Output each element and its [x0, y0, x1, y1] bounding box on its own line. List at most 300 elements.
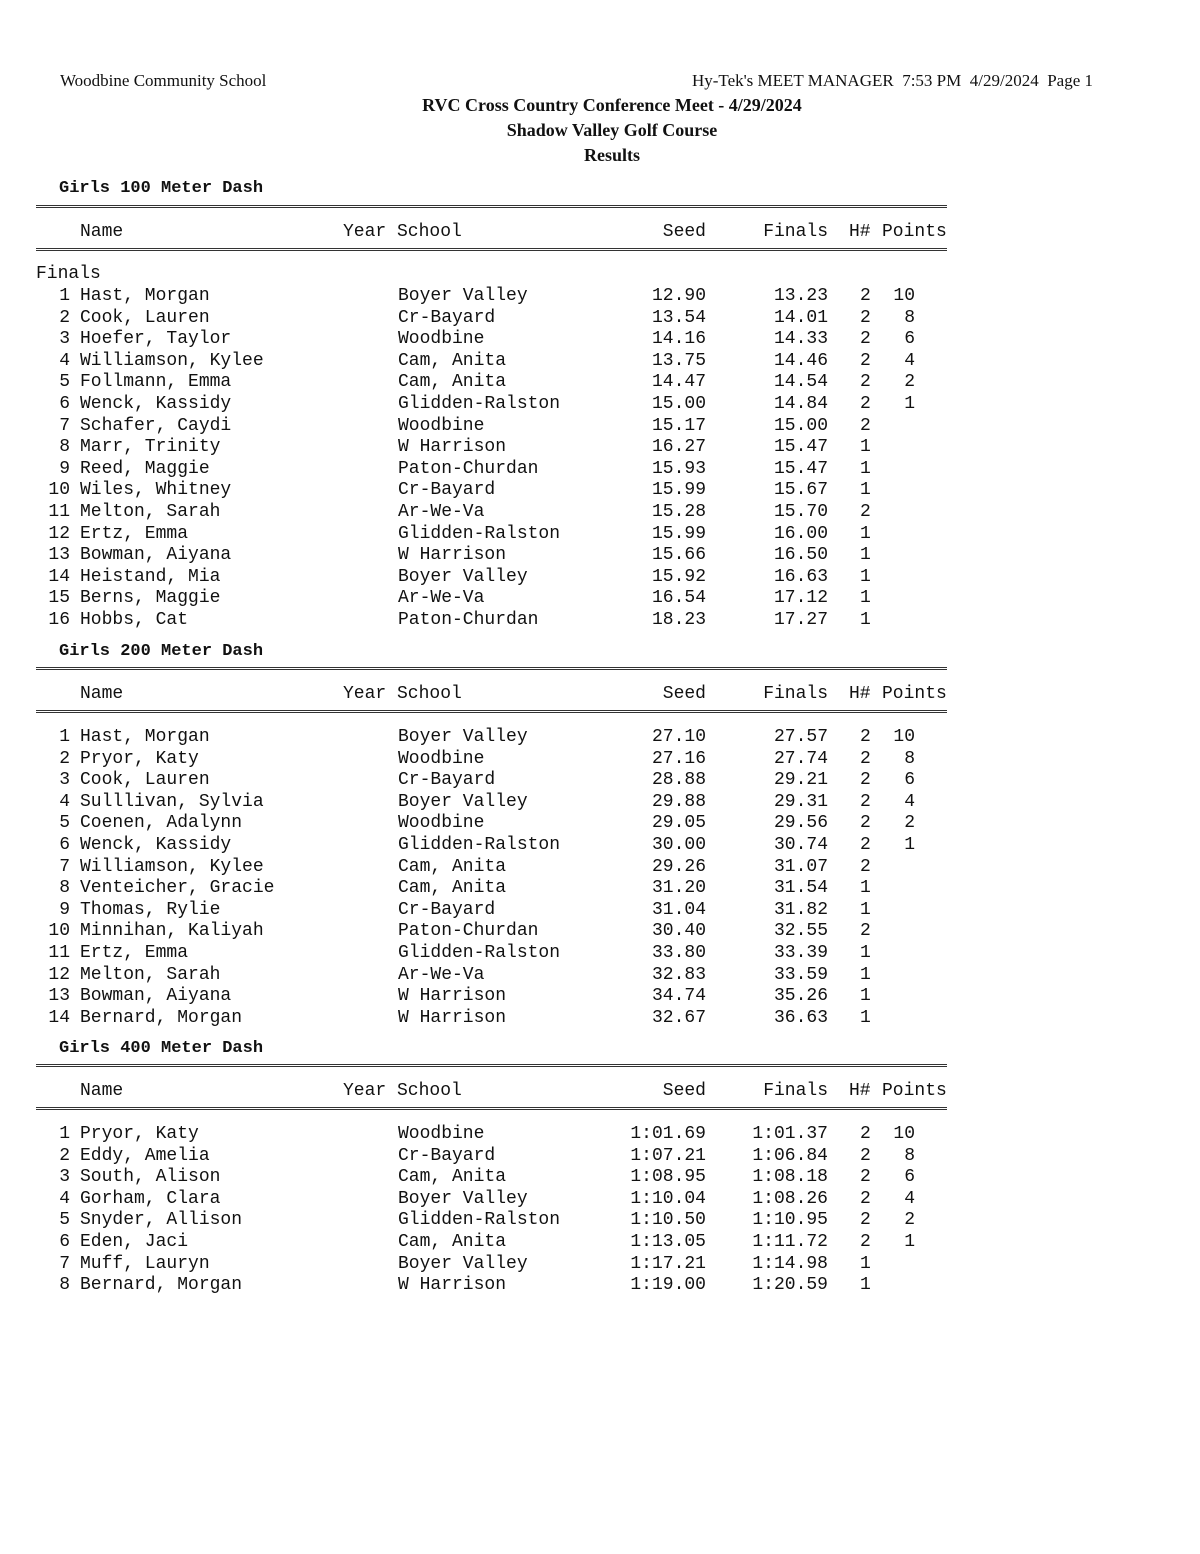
athlete-name: Schafer, Caydi [80, 415, 232, 436]
result-row [0, 286, 1000, 308]
seed-time: 32.67 [651, 1007, 706, 1028]
points-value: 6 [904, 770, 915, 791]
athlete-name: Sulllivan, Sylvia [80, 791, 264, 812]
school-name: Glidden-Ralston [398, 835, 561, 855]
result-row [0, 835, 1000, 857]
rank-cell: 10 [48, 480, 70, 501]
seed-time: 32.83 [651, 964, 706, 985]
result-row [0, 878, 1000, 900]
result-row [0, 943, 1000, 965]
col-year-school: Year School [343, 1081, 462, 1101]
heat-number: 1 [860, 523, 871, 544]
seed-time: 33.80 [651, 943, 706, 963]
heat-number: 1 [860, 964, 871, 985]
column-header [0, 1080, 1000, 1102]
seed-time: 15.92 [651, 566, 706, 587]
result-row [0, 502, 1000, 524]
finals-time: 31.07 [773, 856, 828, 877]
finals-time: 29.31 [773, 791, 828, 812]
school-name: Cr-Bayard [398, 480, 496, 501]
rank-cell: 2 [59, 748, 70, 769]
rank-cell: 14 [48, 1007, 70, 1028]
school-name: Boyer Valley [398, 791, 528, 812]
school-name: Boyer Valley [398, 1188, 528, 1209]
heat-number: 1 [860, 1253, 871, 1274]
finals-time: 17.27 [773, 610, 828, 630]
finals-time: 16.00 [773, 523, 828, 544]
rank-cell: 4 [59, 1188, 70, 1209]
result-row [0, 1232, 1000, 1254]
finals-time: 1:11.72 [752, 1232, 828, 1252]
seed-time: 15.17 [651, 415, 706, 436]
seed-time: 15.00 [651, 394, 706, 414]
result-row [0, 1008, 1000, 1030]
athlete-name: Williamson, Kylee [80, 350, 264, 371]
double-rule [36, 666, 947, 671]
col-finals: Finals [763, 222, 828, 242]
result-row [0, 727, 1000, 749]
col-points: Points [882, 222, 947, 242]
finals-time: 35.26 [773, 986, 828, 1007]
event-title: Girls 200 Meter Dash [59, 642, 264, 661]
rank-cell: 8 [59, 878, 70, 899]
software-stamp: Hy-Tek's MEET MANAGER 7:53 PM 4/29/2024 Page 1 [691, 71, 1093, 90]
seed-time: 16.27 [651, 437, 706, 458]
result-row [0, 588, 1000, 610]
school-name: Woodbine [398, 813, 485, 834]
col-seed: Seed [662, 1081, 706, 1101]
athlete-name: South, Alison [80, 1167, 221, 1188]
seed-time: 15.99 [651, 480, 706, 501]
school-name: Cr-Bayard [398, 1145, 496, 1166]
finals-time: 1:20.59 [752, 1275, 828, 1296]
finals-time: 15.70 [773, 502, 828, 522]
school-name: Woodbine [398, 415, 485, 436]
finals-time: 32.55 [773, 921, 828, 942]
seed-time: 1:17.21 [630, 1253, 706, 1274]
finals-time: 15.47 [773, 458, 828, 479]
school-name: Cam, Anita [398, 878, 507, 899]
seed-time: 30.00 [651, 835, 706, 855]
seed-time: 29.05 [651, 813, 706, 834]
col-name: Name [80, 222, 124, 242]
finals-time: 14.01 [773, 307, 828, 328]
seed-time: 14.47 [651, 372, 706, 393]
school-name: Cr-Bayard [398, 307, 496, 328]
seed-time: 30.40 [651, 921, 706, 942]
finals-time: 33.59 [773, 964, 828, 985]
result-row [0, 480, 1000, 502]
school-name: Cam, Anita [398, 1232, 507, 1252]
heat-number: 2 [860, 372, 871, 393]
rank-cell: 7 [59, 1253, 70, 1274]
seed-time: 16.54 [651, 588, 706, 609]
result-row [0, 792, 1000, 814]
finals-time: 30.74 [773, 835, 828, 855]
school-name: Glidden-Ralston [398, 394, 561, 414]
points-value: 8 [904, 1145, 915, 1166]
heat-number: 1 [860, 986, 871, 1007]
finals-time: 31.54 [773, 878, 828, 899]
column-header [0, 683, 1000, 705]
points-value: 1 [904, 835, 915, 855]
athlete-name: Melton, Sarah [80, 502, 221, 522]
venue-title: Shadow Valley Golf Course [506, 120, 718, 140]
result-row [0, 372, 1000, 394]
school-name: Glidden-Ralston [398, 943, 561, 963]
finals-time: 1:08.18 [752, 1167, 828, 1188]
rank-cell: 15 [48, 588, 70, 609]
result-row [0, 1254, 1000, 1276]
finals-time: 14.54 [773, 372, 828, 393]
heat-number: 2 [860, 350, 871, 371]
school-name: Boyer Valley [398, 1253, 528, 1274]
school-name: Paton-Churdan [398, 921, 539, 942]
points-value: 8 [904, 748, 915, 769]
seed-time: 31.04 [651, 899, 706, 920]
results-title: Results [583, 145, 640, 165]
finals-time: 14.33 [773, 329, 828, 350]
finals-time: 1:08.26 [752, 1188, 828, 1209]
school-name: Woodbine [398, 748, 485, 769]
heat-number: 2 [860, 1124, 871, 1144]
points-value: 8 [904, 307, 915, 328]
seed-time: 1:10.50 [630, 1210, 706, 1231]
finals-time: 1:10.95 [752, 1210, 828, 1231]
points-value: 6 [904, 1167, 915, 1188]
result-row [0, 1189, 1000, 1211]
finals-time: 15.47 [773, 437, 828, 458]
school-name: Paton-Churdan [398, 610, 539, 630]
finals-time: 17.12 [773, 588, 828, 609]
athlete-name: Eddy, Amelia [80, 1145, 210, 1166]
seed-time: 34.74 [651, 986, 706, 1007]
result-row [0, 545, 1000, 567]
rank-cell: 13 [48, 986, 70, 1007]
rank-cell: 3 [59, 1167, 70, 1188]
rank-cell: 4 [59, 791, 70, 812]
heat-number: 2 [860, 748, 871, 769]
col-heat: H# [849, 222, 871, 242]
round-subheading: Finals [36, 264, 101, 284]
result-row [0, 986, 1000, 1008]
school-name: W Harrison [398, 437, 507, 458]
result-row [0, 1167, 1000, 1189]
result-row [0, 437, 1000, 459]
athlete-name: Snyder, Allison [80, 1210, 243, 1231]
heat-number: 2 [860, 329, 871, 350]
seed-time: 13.54 [651, 307, 706, 328]
finals-time: 29.56 [773, 813, 828, 834]
finals-time: 31.82 [773, 899, 828, 920]
seed-time: 14.16 [651, 329, 706, 350]
athlete-name: Bowman, Aiyana [80, 986, 232, 1007]
seed-time: 15.93 [651, 458, 706, 479]
rank-cell: 1 [59, 286, 70, 306]
col-points: Points [882, 1081, 947, 1101]
rank-cell: 5 [59, 813, 70, 834]
result-row [0, 524, 1000, 546]
result-row [0, 567, 1000, 589]
rank-cell: 12 [48, 523, 70, 544]
school-name: Cam, Anita [398, 1167, 507, 1188]
col-heat: H# [849, 1081, 871, 1101]
result-row [0, 1210, 1000, 1232]
result-row [0, 416, 1000, 438]
athlete-name: Reed, Maggie [80, 458, 210, 479]
school-name: W Harrison [398, 545, 507, 566]
result-row [0, 308, 1000, 330]
finals-time: 14.84 [773, 394, 828, 414]
seed-time: 28.88 [651, 770, 706, 791]
athlete-name: Pryor, Katy [80, 748, 199, 769]
finals-time: 33.39 [773, 943, 828, 963]
finals-time: 1:14.98 [752, 1253, 828, 1274]
seed-time: 15.28 [651, 502, 706, 522]
rank-cell: 12 [48, 964, 70, 985]
points-value: 4 [904, 350, 915, 371]
rank-cell: 3 [59, 329, 70, 350]
athlete-name: Hast, Morgan [80, 286, 210, 306]
heat-number: 1 [860, 480, 871, 501]
seed-time: 1:13.05 [630, 1232, 706, 1252]
school-name: Woodbine [398, 1124, 485, 1144]
rank-cell: 9 [59, 899, 70, 920]
seed-time: 12.90 [651, 286, 706, 306]
column-header [0, 221, 1000, 243]
finals-time: 15.00 [773, 415, 828, 436]
heat-number: 1 [860, 610, 871, 630]
athlete-name: Hast, Morgan [80, 727, 210, 747]
athlete-name: Wiles, Whitney [80, 480, 232, 501]
col-finals: Finals [763, 1081, 828, 1101]
heat-number: 2 [860, 415, 871, 436]
points-value: 4 [904, 1188, 915, 1209]
seed-time: 31.20 [651, 878, 706, 899]
heat-number: 1 [860, 437, 871, 458]
athlete-name: Berns, Maggie [80, 588, 221, 609]
seed-time: 1:10.04 [630, 1188, 706, 1209]
heat-number: 2 [860, 727, 871, 747]
points-value: 6 [904, 329, 915, 350]
school-name: Cr-Bayard [398, 899, 496, 920]
double-rule [36, 204, 947, 209]
school-name: W Harrison [398, 1007, 507, 1028]
heat-number: 1 [860, 1007, 871, 1028]
athlete-name: Bernard, Morgan [80, 1275, 243, 1296]
points-value: 2 [904, 1210, 915, 1231]
heat-number: 1 [860, 458, 871, 479]
points-value: 10 [893, 1124, 915, 1144]
result-row [0, 965, 1000, 987]
rank-cell: 6 [59, 1232, 70, 1252]
school-name: Cam, Anita [398, 350, 507, 371]
result-row [0, 1275, 1000, 1297]
heat-number: 2 [860, 286, 871, 306]
result-row [0, 900, 1000, 922]
rank-cell: 10 [48, 921, 70, 942]
rank-cell: 8 [59, 437, 70, 458]
result-row [0, 857, 1000, 879]
school-name: Boyer Valley [398, 566, 528, 587]
heat-number: 2 [860, 1210, 871, 1231]
school-name: Woodbine [398, 329, 485, 350]
heat-number: 1 [860, 943, 871, 963]
heat-number: 1 [860, 545, 871, 566]
heat-number: 1 [860, 566, 871, 587]
finals-time: 27.57 [773, 727, 828, 747]
heat-number: 1 [860, 1275, 871, 1296]
event-title: Girls 100 Meter Dash [59, 179, 264, 198]
heat-number: 2 [860, 856, 871, 877]
finals-time: 16.50 [773, 545, 828, 566]
athlete-name: Hobbs, Cat [80, 610, 189, 630]
school-name: Cam, Anita [398, 372, 507, 393]
seed-time: 1:07.21 [630, 1145, 706, 1166]
athlete-name: Ertz, Emma [80, 523, 189, 544]
athlete-name: Marr, Trinity [80, 437, 221, 458]
points-value: 10 [893, 727, 915, 747]
school-name: Ar-We-Va [398, 588, 485, 609]
school-name: W Harrison [398, 1275, 507, 1296]
school-name: Boyer Valley [398, 727, 528, 747]
seed-time: 29.26 [651, 856, 706, 877]
points-value: 1 [904, 1232, 915, 1252]
rank-cell: 9 [59, 458, 70, 479]
result-row [0, 813, 1000, 835]
rank-cell: 8 [59, 1275, 70, 1296]
col-year-school: Year School [343, 684, 462, 704]
col-finals: Finals [763, 684, 828, 704]
heat-number: 2 [860, 1188, 871, 1209]
col-points: Points [882, 684, 947, 704]
rank-cell: 7 [59, 415, 70, 436]
finals-time: 14.46 [773, 350, 828, 371]
heat-number: 2 [860, 921, 871, 942]
heat-number: 2 [860, 394, 871, 414]
meet-title: RVC Cross Country Conference Meet - 4/29/2024 [422, 95, 802, 115]
rank-cell: 2 [59, 1145, 70, 1166]
finals-time: 1:06.84 [752, 1145, 828, 1166]
result-row [0, 921, 1000, 943]
points-value: 2 [904, 813, 915, 834]
school-name: Glidden-Ralston [398, 1210, 561, 1231]
seed-time: 15.66 [651, 545, 706, 566]
heat-number: 2 [860, 1145, 871, 1166]
points-value: 4 [904, 791, 915, 812]
athlete-name: Melton, Sarah [80, 964, 221, 985]
col-heat: H# [849, 684, 871, 704]
points-value: 1 [904, 394, 915, 414]
athlete-name: Williamson, Kylee [80, 856, 264, 877]
result-row [0, 329, 1000, 351]
heat-number: 2 [860, 1167, 871, 1188]
rank-cell: 2 [59, 307, 70, 328]
rank-cell: 13 [48, 545, 70, 566]
col-year-school: Year School [343, 222, 462, 242]
double-rule [36, 1063, 947, 1068]
result-row [0, 1124, 1000, 1146]
col-name: Name [80, 684, 124, 704]
seed-time: 15.99 [651, 523, 706, 544]
result-row [0, 394, 1000, 416]
school-name: Boyer Valley [398, 286, 528, 306]
athlete-name: Coenen, Adalynn [80, 813, 243, 834]
athlete-name: Ertz, Emma [80, 943, 189, 963]
double-rule [36, 1106, 947, 1111]
rank-cell: 3 [59, 770, 70, 791]
heat-number: 2 [860, 770, 871, 791]
finals-time: 15.67 [773, 480, 828, 501]
points-value: 10 [893, 286, 915, 306]
rank-cell: 1 [59, 727, 70, 747]
heat-number: 2 [860, 813, 871, 834]
athlete-name: Wenck, Kassidy [80, 394, 232, 414]
heat-number: 1 [860, 588, 871, 609]
col-seed: Seed [662, 222, 706, 242]
heat-number: 1 [860, 878, 871, 899]
school-name: Cr-Bayard [398, 770, 496, 791]
rank-cell: 4 [59, 350, 70, 371]
school-name: Ar-We-Va [398, 964, 485, 985]
heat-number: 2 [860, 307, 871, 328]
rank-cell: 14 [48, 566, 70, 587]
school-name: W Harrison [398, 986, 507, 1007]
host-school: Woodbine Community School [60, 71, 267, 90]
rank-cell: 16 [48, 610, 70, 630]
finals-time: 16.63 [773, 566, 828, 587]
athlete-name: Wenck, Kassidy [80, 835, 232, 855]
athlete-name: Venteicher, Gracie [80, 878, 275, 899]
heat-number: 1 [860, 899, 871, 920]
result-row [0, 1146, 1000, 1168]
seed-time: 1:08.95 [630, 1167, 706, 1188]
finals-time: 27.74 [773, 748, 828, 769]
rank-cell: 6 [59, 394, 70, 414]
athlete-name: Bernard, Morgan [80, 1007, 243, 1028]
result-row [0, 749, 1000, 771]
athlete-name: Eden, Jaci [80, 1232, 189, 1252]
athlete-name: Cook, Lauren [80, 770, 210, 791]
event-title: Girls 400 Meter Dash [59, 1039, 264, 1058]
result-row [0, 610, 1000, 632]
heat-number: 2 [860, 835, 871, 855]
rank-cell: 7 [59, 856, 70, 877]
athlete-name: Bowman, Aiyana [80, 545, 232, 566]
result-row [0, 459, 1000, 481]
athlete-name: Thomas, Rylie [80, 899, 221, 920]
school-name: Cam, Anita [398, 856, 507, 877]
finals-time: 13.23 [773, 286, 828, 306]
seed-time: 29.88 [651, 791, 706, 812]
rank-cell: 6 [59, 835, 70, 855]
athlete-name: Cook, Lauren [80, 307, 210, 328]
school-name: Glidden-Ralston [398, 523, 561, 544]
rank-cell: 11 [48, 502, 70, 522]
seed-time: 1:19.00 [630, 1275, 706, 1296]
athlete-name: Gorham, Clara [80, 1188, 221, 1209]
athlete-name: Muff, Lauryn [80, 1253, 210, 1274]
seed-time: 13.75 [651, 350, 706, 371]
rank-cell: 1 [59, 1124, 70, 1144]
seed-time: 18.23 [651, 610, 706, 630]
heat-number: 2 [860, 1232, 871, 1252]
athlete-name: Hoefer, Taylor [80, 329, 232, 350]
double-rule [36, 247, 947, 252]
rank-cell: 5 [59, 372, 70, 393]
athlete-name: Follmann, Emma [80, 372, 232, 393]
col-name: Name [80, 1081, 124, 1101]
